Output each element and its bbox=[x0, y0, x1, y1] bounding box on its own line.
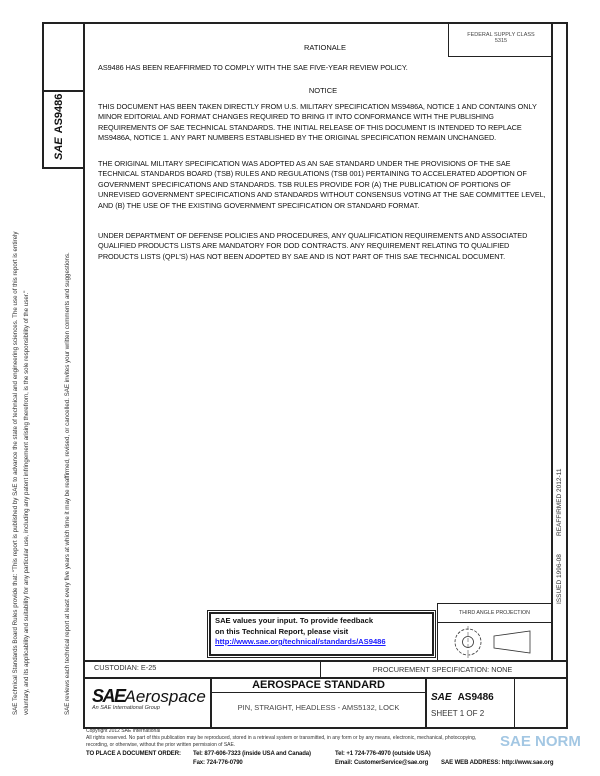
sae-logo-small: SAE bbox=[53, 137, 65, 160]
logo-aerospace: Aerospace bbox=[124, 687, 206, 706]
order-label: TO PLACE A DOCUMENT ORDER: bbox=[86, 751, 181, 757]
notice-heading: NOTICE bbox=[308, 86, 338, 95]
issued-date: ISSUED 1996-08 bbox=[556, 554, 563, 604]
projection-box bbox=[437, 603, 551, 662]
sae-norm-watermark: SAE NORM bbox=[500, 733, 581, 750]
doc-type: AEROSPACE STANDARD bbox=[252, 679, 385, 691]
side-doc-number: AS9486 bbox=[53, 93, 65, 134]
divider bbox=[83, 660, 566, 662]
rights-notice-2: recording, or otherwise, without the prior written permission of SAE. bbox=[86, 742, 236, 748]
projection-label: THIRD ANGLE PROJECTION bbox=[438, 604, 551, 623]
reaffirmed-date: REAFFIRMED 2012-11 bbox=[556, 468, 563, 536]
notice-paragraph-2: THE ORIGINAL MILITARY SPECIFICATION WAS ADOPTED AS AN SAE STANDARD UNDER THE PROVISIONS OF THE SAE TECHNICAL STANDARDS BOARD (TSB) RULES AND REGULATIONS (TSB 001) PERTAINING TO ACCELERATED ADOPTION OF GOVERNMENT SPECIFICATIONS AND STANDARDS. TSB RULES PROVIDE FOR (A) THE PUBLICATION OF PORTIONS OF UNREVISED GOVERNMENT SPECIFICATIONS AND STANDARDS WITHOUT CONSENSUS VOTING AT THE SAE COMMITTEE LEVEL, AND (B) THE USE OF THE EXISTING GOVERNMENT SPECIFICATION OR STANDARD FORMAT. bbox=[98, 159, 546, 210]
sae-aerospace-logo bbox=[92, 686, 206, 711]
notice-paragraph-3: UNDER DEPARTMENT OF DEFENSE POLICIES AND PROCEDURES, ANY QUALIFICATION REQUIREMENTS AND ASSOCIATED QUALIFIED PRODUCTS LISTS ARE MANDATORY FOR DOD CONTRACTS. ANY REQUIREMENT RELATING TO QUALIFIED PRODUCTS LISTS (QPL'S) HAS NOT BEEN ADOPTED BY SAE AND IS NOT PART OF THIS SAE TECHNICAL DOCUMENT. bbox=[98, 231, 528, 261]
email[interactable]: Email: CustomerService@sae.org bbox=[335, 760, 429, 766]
divider bbox=[211, 692, 426, 693]
disclaimer-line-3: SAE reviews each technical report at least every five years at which time it may be reaffirmed, revised, or cancelled. SAE invites your written comments and suggestions. bbox=[64, 252, 71, 715]
feedback-box bbox=[209, 612, 434, 656]
notice-paragraph-1: THIS DOCUMENT HAS BEEN TAKEN DIRECTLY FROM U.S. MILITARY SPECIFICATION MS9486A, NOTICE 1 AND CONTAINS ONLY MINOR EDITORIAL AND FORMAT CHANGES REQUIRED TO BRING IT INTO CONFORMANCE WITH THE PUBLISHING REQUIREMENTS OF SAE TECHNICAL STANDARDS. THE INITIAL RELEASE OF THIS DOCUMENT IS INTENDED TO REPLACE MS9486A, NOTICE 1. ANY PART NUMBERS ESTABLISHED BY THE ORIGINAL SPECIFICATION REMAIN UNCHANGED. bbox=[98, 102, 537, 143]
logo-sae: SAE bbox=[92, 686, 125, 706]
fsc-box bbox=[448, 22, 553, 57]
doc-number-block bbox=[431, 692, 494, 703]
sae-logo-block: SAE bbox=[431, 692, 452, 703]
part-title: PIN, STRAIGHT, HEADLESS - AMS5132, LOCK bbox=[237, 703, 400, 712]
side-doc-id bbox=[53, 94, 65, 160]
tel-intl: Tel: +1 724-776-4970 (outside USA) bbox=[335, 751, 431, 757]
third-angle-projection-symbol bbox=[438, 623, 551, 661]
feedback-link[interactable]: http://www.sae.org/technical/standards/AS9486 bbox=[215, 637, 386, 646]
divider bbox=[425, 677, 427, 727]
fsc-value: 5315 bbox=[494, 38, 508, 44]
disclaimer-line-2: voluntary, and its applicability and suitability for any particular use, including any patent infringement arising therefrom, is the sole responsibility of the user." bbox=[23, 290, 30, 715]
divider bbox=[42, 90, 83, 92]
custodian: CUSTODIAN: E-25 bbox=[94, 663, 157, 672]
feedback-line-2: on this Technical Report, please visit bbox=[215, 626, 349, 636]
procurement-spec: PROCUREMENT SPECIFICATION: NONE bbox=[372, 665, 513, 674]
divider bbox=[514, 677, 515, 727]
doc-number: AS9486 bbox=[457, 692, 494, 703]
logo-tagline: An SAE International Group bbox=[92, 705, 160, 711]
copyright: Copyright 2012 SAE International bbox=[86, 728, 161, 734]
web-address[interactable]: SAE WEB ADDRESS: http://www.sae.org bbox=[441, 760, 554, 766]
disclaimer-line-1: SAE Technical Standards Board Rules provide that: "This report is published by SAE to advance the state of technical and engineering sciences. The use of this report is entirely bbox=[12, 231, 19, 715]
rationale-heading: RATIONALE bbox=[304, 43, 346, 52]
sheet-number: SHEET 1 OF 2 bbox=[431, 709, 485, 718]
rights-notice: All rights reserved. No part of this publication may be reproduced, stored in a retrieval system or transmitted, in any form or by any means, electronic, mechanical, photocopying, bbox=[86, 735, 477, 741]
rationale-text: AS9486 HAS BEEN REAFFIRMED TO COMPLY WITH THE SAE FIVE-YEAR REVIEW POLICY. bbox=[98, 63, 408, 72]
fsc-label: FEDERAL SUPPLY CLASS bbox=[467, 32, 535, 38]
fax: Fax: 724-776-0790 bbox=[193, 760, 243, 766]
feedback-line-1: SAE values your input. To provide feedback bbox=[215, 616, 374, 625]
right-column-divider bbox=[551, 22, 553, 661]
tel-us: Tel: 877-606-7323 (inside USA and Canada) bbox=[193, 751, 311, 757]
footer bbox=[86, 728, 566, 749]
